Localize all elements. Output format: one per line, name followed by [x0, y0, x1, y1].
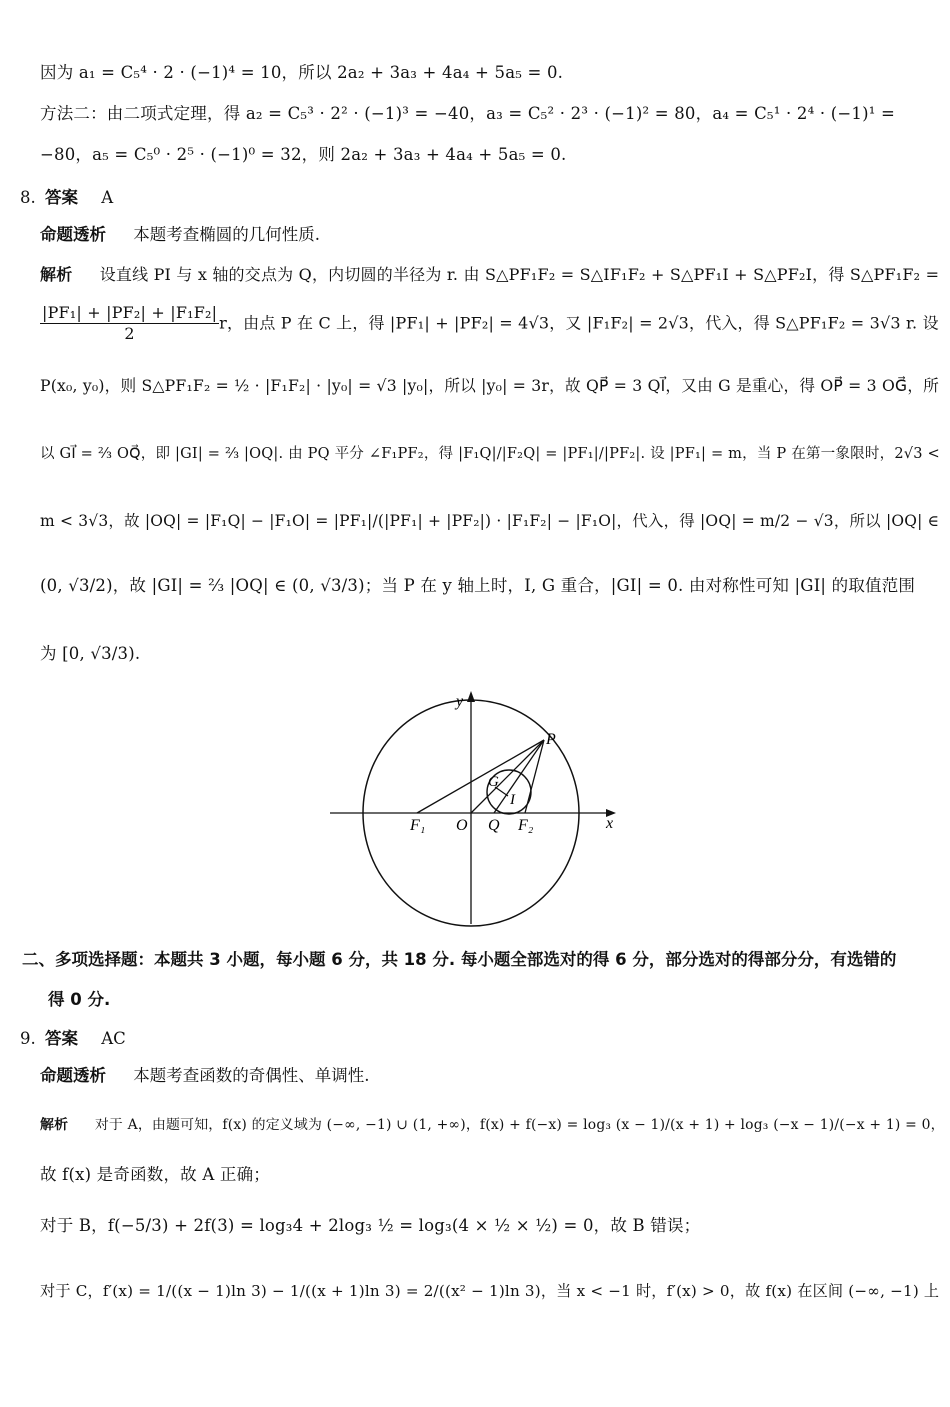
- text-line-3: −80，a₅ = C₅⁰ · 2⁵ · (−1)⁰ = 32，则 2a₂ + 3a₃ + 4a₄ + 5a₅ = 0.: [40, 145, 567, 164]
- q9-analysis-text: 本题考查函数的奇偶性、单调性.: [133, 1066, 370, 1085]
- q9-analysis-label: 命题透析: [40, 1066, 106, 1085]
- section2-title-line-1: 二、多项选择题：本题共 3 小题，每小题 6 分，共 18 分. 每小题全部选对的得 6 分，部分选对的得部分分，有选错的: [22, 950, 897, 969]
- q8-analysis-text: 本题考查椭圆的几何性质.: [133, 225, 320, 244]
- section2-title-line-2: 得 0 分.: [48, 990, 111, 1009]
- label-P: P: [546, 731, 556, 748]
- q8-solution-row-1: [40, 264, 939, 286]
- q9-answer-label: 答案: [45, 1029, 78, 1048]
- q9-solution-line-2: 故 f(x) 是奇函数，故 A 正确；: [40, 1165, 270, 1184]
- q8-solution-label: 解析: [40, 265, 73, 284]
- fraction: [40, 303, 219, 344]
- q8-answer: A: [101, 188, 114, 207]
- q9-answer: AC: [101, 1029, 126, 1048]
- q8-solution-line-2: r，由点 P 在 C 上，得 |PF₁| + |PF₂| = 4√3，又 |F₁F₂| = 2√3，代入，得 S△PF₁F₂ = 3√3 r. 设: [219, 313, 939, 333]
- label-y: y: [456, 693, 464, 710]
- y-axis-arrow: [467, 691, 475, 702]
- q9-answer-row: [20, 1025, 126, 1049]
- q8-solution-line-6: (0, √3/2)，故 |GI| = ⅔ |OQ| ∈ (0, √3/3)；当 P 在 y 轴上时，I, G 重合，|GI| = 0. 由对称性可知 |GI| 的取值范围: [40, 576, 916, 595]
- q8-answer-label: 答案: [45, 188, 78, 207]
- label-I: I: [510, 792, 515, 808]
- ellipse-figure: [320, 688, 630, 928]
- q8-number: 8.: [20, 188, 36, 207]
- label-F1: F₁: [410, 817, 426, 834]
- q8-solution-line-4: 以 GI⃗ = ⅔ OQ⃗，即 |GI| = ⅔ |OQ|. 由 PQ 平分 ∠F₁PF₂，得 |F₁Q|/|F₂Q| = |PF₁|/|PF₂|. 设 |PF₁| = m，当 P 在第一象限时，2√3 <: [40, 446, 940, 462]
- q8-solution-line-1: 设直线 PI 与 x 轴的交点为 Q，内切圆的半径为 r. 由 S△PF₁F₂ = S△IF₁F₂ + S△PF₁I + S△PF₂I，得 S△PF₁F₂ =: [99, 265, 940, 284]
- fraction-numerator: |PF₁| + |PF₂| + |F₁F₂|: [42, 303, 218, 322]
- q9-solution-line-4: 对于 C，f′(x) = 1/((x − 1)ln 3) − 1/((x + 1)ln 3) = 2/((x² − 1)ln 3)，当 x < −1 时，f′(x) > 0，故 f(x) 在区间 (−∞, −1) 上: [40, 1282, 940, 1300]
- q9-number: 9.: [20, 1029, 36, 1048]
- q9-solution-line-1: 对于 A，由题可知，f(x) 的定义域为 (−∞, −1) ∪ (1, +∞)，f(x) + f(−x) = log₃ (x − 1)/(x + 1) + log₃ (−x − 1)/(−x + 1) = 0，: [94, 1117, 945, 1133]
- segment-PQ: [494, 740, 544, 813]
- label-x: x: [606, 815, 614, 832]
- label-Q: Q: [488, 817, 500, 834]
- segment-OP: [471, 740, 544, 813]
- text-line-1: 因为 a₁ = C₅⁴ · 2 · (−1)⁴ = 10，所以 2a₂ + 3a₃ + 4a₄ + 5a₅ = 0.: [40, 63, 564, 82]
- label-G: G: [488, 774, 499, 790]
- q9-analysis-row: [40, 1065, 370, 1087]
- q8-solution-row-2: [40, 303, 939, 347]
- q8-solution-line-5: m < 3√3，故 |OQ| = |F₁Q| − |F₁O| = |PF₁|/(|PF₁| + |PF₂|) · |F₁F₂| − |F₁O|，代入，得 |OQ| = m/2 − √3，所以 |OQ| ∈: [40, 512, 940, 530]
- label-O: O: [456, 817, 468, 834]
- q8-solution-line-7: 为 [0, √3/3).: [40, 644, 141, 663]
- q9-solution-label: 解析: [40, 1117, 69, 1133]
- q8-solution-line-3: P(x₀, y₀)，则 S△PF₁F₂ = ½ · |F₁F₂| · |y₀| = √3 |y₀|，所以 |y₀| = 3r，故 QP⃗ = 3 QI⃗，又由 G 是重心，得 OP⃗ = 3 OG⃗，所: [40, 376, 939, 395]
- q8-answer-row: [20, 184, 113, 208]
- label-F2: F₂: [518, 817, 534, 834]
- fraction-denominator: 2: [124, 324, 135, 343]
- q9-solution-row-1: [40, 1114, 945, 1136]
- text-line-2: 方法二：由二项式定理，得 a₂ = C₅³ · 2² · (−1)³ = −40，a₃ = C₅² · 2³ · (−1)² = 80，a₄ = C₅¹ · 2⁴ · (−1)¹ =: [40, 104, 896, 123]
- q8-analysis-label: 命题透析: [40, 225, 106, 244]
- q9-solution-line-3: 对于 B，f(−5/3) + 2f(3) = log₃4 + 2log₃ ½ = log₃(4 × ½ × ½) = 0，故 B 错误；: [40, 1216, 701, 1235]
- q8-analysis-row: [40, 224, 320, 246]
